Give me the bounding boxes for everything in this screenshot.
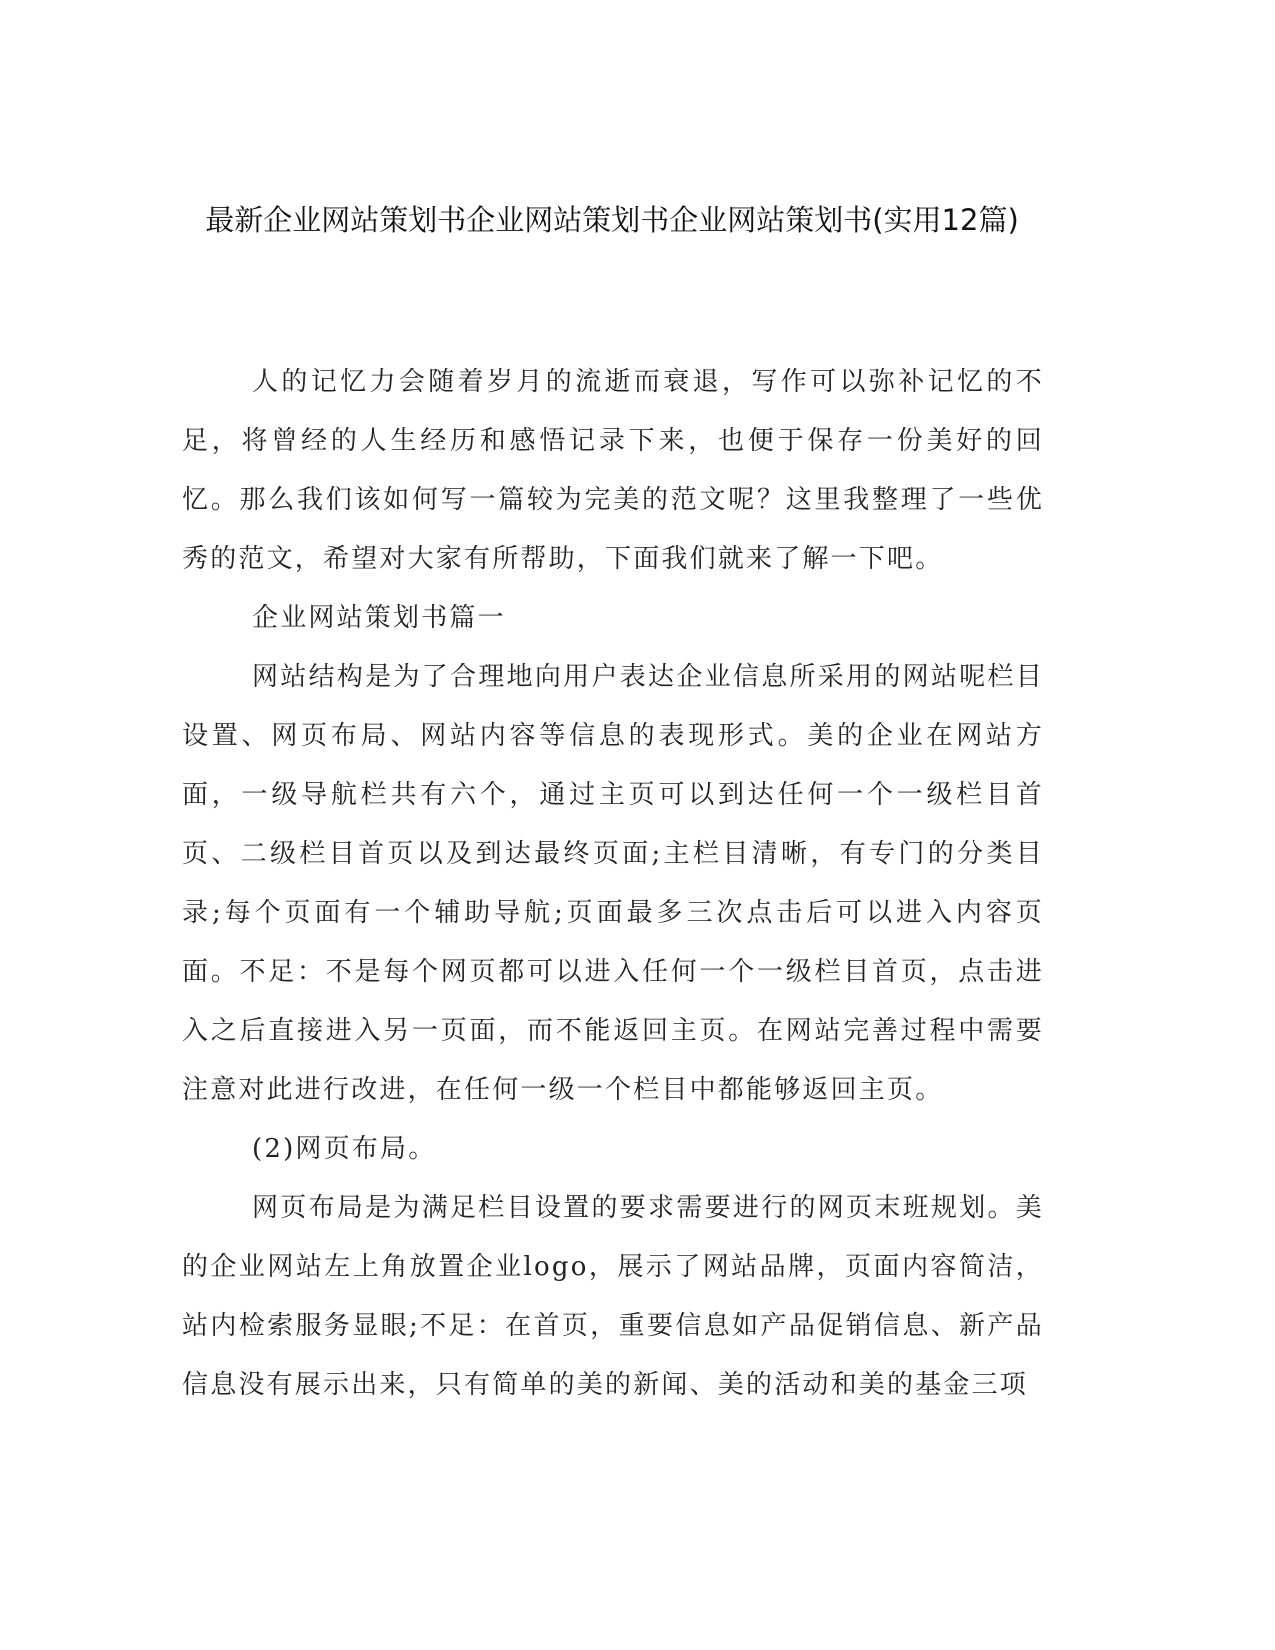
subsection-heading: (2)网页布局。 [252,1134,437,1164]
site-structure-paragraph: 网站结构是为了合理地向用户表达企业信息所采用的网站呢栏目设置、网页布局、网站内容等信息的表现形式。美的企业在网站方面，一级导航栏共有六个，通过主页可以到达任何一个一级栏目首页、二级栏目首页以及到达最终页面;主栏目清晰，有专门的分类目录;每个页面有一个辅助导航;页面最多三次点击后可以进入内容页面。不足：不是每个网页都可以进入任何一个一级栏目首页，点击进入之后直接进入另一页面，而不能返回主页。在网站完善过程中需要注意对此进行改进，在任何一级一个栏目中都能够返回主页。 [182,662,1044,1105]
document-title: 最新企业网站策划书企业网站策划书企业网站策划书(实用12篇) [205,203,1019,237]
intro-paragraph: 人的记忆力会随着岁月的流逝而衰退，写作可以弥补记忆的不足，将曾经的人生经历和感悟记录下来，也便于保存一份美好的回忆。那么我们该如何写一篇较为完美的范文呢？这里我整理了一些优秀的范文，希望对大家有所帮助，下面我们就来了解一下吧。 [182,367,1044,574]
page-layout-paragraph: 网页布局是为满足栏目设置的要求需要进行的网页末班规划。美的企业网站左上角放置企业logo，展示了网站品牌，页面内容简洁，站内检索服务显眼;不足：在首页，重要信息如产品促销信息、新产品信息没有展示出来，只有简单的美的新闻、美的活动和美的基金三项 [182,1193,1044,1400]
document-body [182,353,1044,1415]
section-heading: 企业网站策划书篇一 [252,603,506,633]
